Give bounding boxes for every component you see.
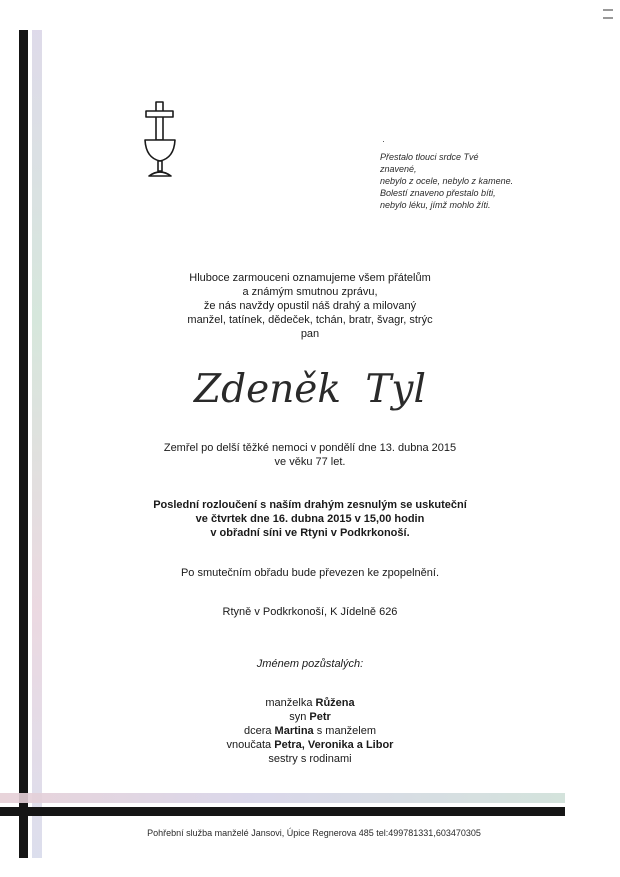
- poem-line: nebylo z ocele, nebylo z kamene.: [380, 176, 514, 186]
- deceased-name: Zdeněk Tyl: [194, 367, 426, 412]
- home-address: Rtyně v Podkrkonoší, K Jídelně 626: [222, 606, 398, 618]
- poem-quote: [380, 151, 555, 211]
- decorative-dot: ·: [382, 136, 385, 146]
- relative-line: [100, 738, 520, 752]
- relative-name: Petr: [309, 711, 331, 723]
- poem-line: Přestalo tlouci srdce Tvé: [380, 152, 479, 162]
- relation-suffix: s manželem: [313, 725, 377, 737]
- relation-label: syn: [289, 711, 310, 723]
- left-border-black-bar: [19, 30, 28, 858]
- intro-text: [100, 271, 520, 341]
- poem-line: nebylo léku, jímž mohlo žíti.: [380, 200, 491, 210]
- poem-line: Bolestí znaveno přestalo bíti,: [380, 188, 496, 198]
- cross-chalice-icon: [143, 100, 177, 178]
- relation-label: dcera: [243, 725, 275, 737]
- relative-line: [100, 710, 520, 724]
- intro-line: pan: [300, 328, 320, 340]
- cremation-note: Po smutečním obřadu bude převezen ke zpopelnění.: [180, 567, 440, 579]
- death-line: ve věku 77 let.: [274, 456, 346, 468]
- death-line: Zemřel po delší těžké nemoci v pondělí dne 13. dubna 2015: [163, 442, 457, 454]
- relative-line: [100, 724, 520, 738]
- relative-line: sestry s rodinami: [268, 753, 352, 765]
- funeral-line: Poslední rozloučení s naším drahým zesnulým se uskuteční: [153, 499, 467, 511]
- on-behalf-label: Jménem pozůstalých:: [256, 658, 364, 670]
- relatives-list: [100, 696, 520, 766]
- funeral-service-footer: Pohřební služba manželé Jansovi, Úpice Regnerova 485 tel:499781331,603470305: [147, 828, 481, 838]
- poem-line: znavené,: [380, 164, 417, 174]
- relative-line: [100, 696, 520, 710]
- funeral-info: [100, 498, 520, 540]
- left-border-tinted-bar: [32, 30, 42, 858]
- intro-line: že nás navždy opustil náš drahý a milovaný: [203, 300, 417, 312]
- funeral-line: ve čtvrtek dne 16. dubna 2015 v 15,00 hodin: [195, 513, 425, 525]
- intro-line: manžel, tatínek, dědeček, tchán, bratr, švagr, strýc: [187, 314, 433, 326]
- intro-line: Hluboce zarmouceni oznamujeme všem přátelům: [189, 272, 431, 284]
- relative-names: Petra, Veronika a Libor: [274, 739, 394, 751]
- bottom-border-black-bar: [0, 807, 565, 816]
- relation-label: manželka: [265, 697, 316, 709]
- relative-name: Martina: [274, 725, 314, 737]
- death-info: [100, 441, 520, 469]
- relative-name: Růžena: [315, 697, 355, 709]
- corner-mark-icon: [602, 8, 614, 20]
- relation-label: vnoučata: [226, 739, 275, 751]
- bottom-border-tinted-bar: [0, 793, 565, 803]
- intro-line: a známým smutnou zprávu,: [242, 286, 378, 298]
- funeral-line: v obřadní síni ve Rtyni v Podkrkonoší.: [210, 527, 410, 539]
